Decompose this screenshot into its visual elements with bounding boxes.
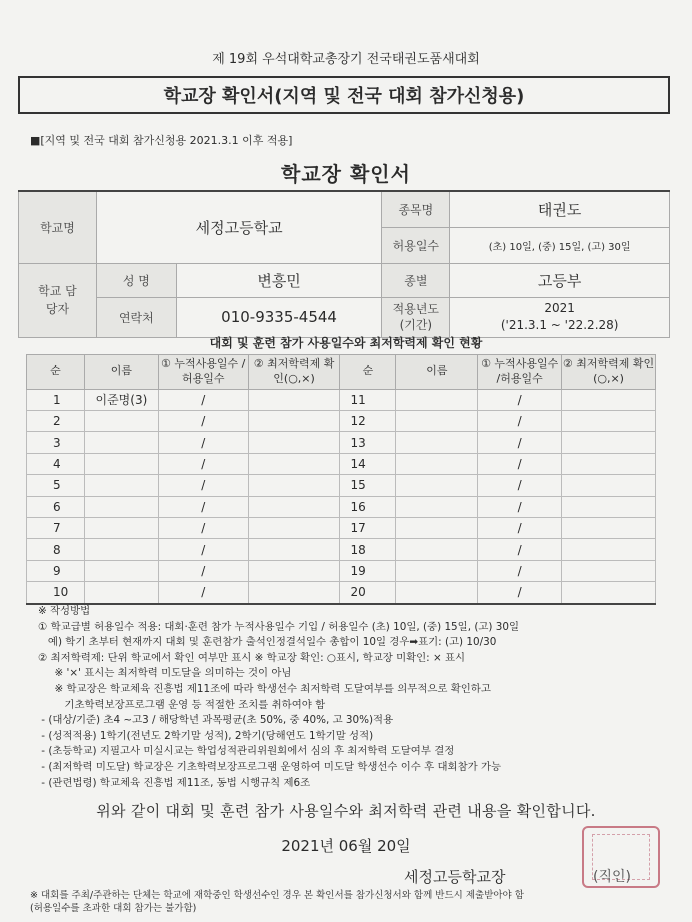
- school-info-table: [18, 190, 670, 338]
- name-cell: 이준명(3): [84, 389, 158, 410]
- academic-cell: [248, 475, 340, 496]
- division-value: 고등부: [450, 263, 670, 297]
- footnote-line-1: ※ 대회를 주최/주관하는 단체는 학교에 재학중인 학생선수인 경우 본 확인서를 참가신청서와 함께 반드시 제출받아야 함: [30, 890, 524, 901]
- name-cell: [396, 432, 478, 453]
- name-cell: [396, 496, 478, 517]
- academic-cell: [248, 582, 340, 604]
- academic-cell: [248, 539, 340, 560]
- year-cell: [450, 297, 670, 337]
- academic-cell: [562, 539, 656, 560]
- table-row: [27, 582, 656, 604]
- seq-cell: 19: [340, 560, 396, 581]
- table-row: [27, 389, 656, 410]
- name-cell: [396, 560, 478, 581]
- days-cell: /: [478, 411, 562, 432]
- phone-label: 연락처: [96, 297, 176, 337]
- footnote: [30, 889, 690, 915]
- records-body: [27, 389, 656, 603]
- year-label: 적용년도 (기간): [382, 297, 450, 337]
- table-row: [27, 432, 656, 453]
- seq-cell: 4: [27, 453, 85, 474]
- seq-cell: 18: [340, 539, 396, 560]
- allowed-days-label: 허용일수: [382, 227, 450, 263]
- academic-header: ② 최저학력제 확인(○,×): [562, 355, 656, 390]
- seq-cell: 12: [340, 411, 396, 432]
- sport-value: 태권도: [450, 191, 670, 227]
- seq-cell: 15: [340, 475, 396, 496]
- school-label: 학교명: [19, 191, 97, 263]
- name-cell: [396, 453, 478, 474]
- seq-cell: 14: [340, 453, 396, 474]
- table-row: [27, 496, 656, 517]
- instruction-line: ① 학교급별 허용일수 적용: 대회·훈련 참가 누적사용일수 기입 / 허용일수 (초) 10일, (중) 15일, (고) 30일: [38, 620, 520, 633]
- days-cell: /: [478, 389, 562, 410]
- seq-cell: 20: [340, 582, 396, 604]
- days-cell: /: [478, 539, 562, 560]
- issue-date: 2021년 06월 20일: [281, 837, 411, 855]
- days-cell: /: [158, 411, 248, 432]
- academic-cell: [562, 496, 656, 517]
- instruction-line: - (최저학력 미도달) 학교장은 기초학력보장프로그램 운영하여 미도달 학생선수 이수 후 대회참가 가능: [38, 760, 502, 773]
- name-cell: [396, 389, 478, 410]
- instruction-line: - (성적적용) 1학기(전년도 2학기말 성적), 2학기(당해연도 1학기말 성적): [38, 729, 374, 742]
- days-cell: /: [158, 518, 248, 539]
- instruction-line: ※ '×' 표시는 최저학력 미도달을 의미하는 것이 아님: [38, 667, 292, 680]
- seq-cell: 17: [340, 518, 396, 539]
- instruction-line: ※ 학교장은 학교체육 진흥법 제11조에 따라 학생선수 최저학력 도달여부를 의무적으로 확인하고: [38, 682, 491, 695]
- seq-header: 순: [27, 355, 85, 390]
- year-value: 2021: [544, 301, 575, 315]
- name-label: 성 명: [96, 263, 176, 297]
- instruction-line: - (대상/기준) 초4 ~고3 / 해당학년 과목평균(초 50%, 중 40%, 고 30%)적용: [38, 714, 394, 727]
- academic-cell: [562, 560, 656, 581]
- academic-cell: [248, 453, 340, 474]
- document-heading: 학교장 확인서: [281, 162, 411, 186]
- academic-cell: [248, 560, 340, 581]
- academic-cell: [562, 518, 656, 539]
- seq-cell: 7: [27, 518, 85, 539]
- academic-cell: [248, 432, 340, 453]
- table-row: [27, 539, 656, 560]
- academic-cell: [562, 411, 656, 432]
- name-cell: [396, 411, 478, 432]
- table-row: [27, 411, 656, 432]
- table-row: [27, 453, 656, 474]
- seq-cell: 11: [340, 389, 396, 410]
- days-cell: /: [158, 560, 248, 581]
- seq-cell: 2: [27, 411, 85, 432]
- days-cell: /: [478, 475, 562, 496]
- days-cell: /: [478, 582, 562, 604]
- days-cell: /: [158, 539, 248, 560]
- contact-person-label: 학교 담당자: [19, 263, 97, 337]
- name-cell: [84, 560, 158, 581]
- division-label: 종별: [382, 263, 450, 297]
- sport-label: 종목명: [382, 191, 450, 227]
- academic-cell: [248, 389, 340, 410]
- academic-header: ② 최저학력제 확인(○,×): [248, 355, 340, 390]
- days-cell: /: [478, 560, 562, 581]
- school-name: 세정고등학교: [96, 191, 381, 263]
- seq-cell: 5: [27, 475, 85, 496]
- instruction-line: ② 최저학력제: 단위 학교에서 확인 여부만 표시 ※ 학교장 확인: ○표시, 학교장 미확인: × 표시: [38, 651, 466, 664]
- name-cell: [84, 496, 158, 517]
- days-cell: /: [158, 496, 248, 517]
- table-row: [27, 560, 656, 581]
- days-cell: /: [478, 496, 562, 517]
- instructions: [38, 604, 668, 791]
- period-value: ('21.3.1 ~ '22.2.28): [500, 318, 619, 332]
- form-title: 학교장 확인서(지역 및 전국 대회 참가신청용): [18, 76, 670, 114]
- academic-cell: [562, 389, 656, 410]
- seq-cell: 10: [27, 582, 85, 604]
- name-cell: [84, 453, 158, 474]
- instruction-line: - (초등학교) 지필고사 미실시교는 학업성적관리위원회에서 심의 후 최저학력 도달여부 결정: [38, 745, 455, 758]
- phone-value: 010-9335-4544: [176, 297, 382, 337]
- event-title: 제 19회 우석대학교총장기 전국태권도품새대회: [212, 52, 480, 67]
- name-cell: [396, 539, 478, 560]
- records-table: [26, 354, 656, 605]
- days-cell: /: [158, 475, 248, 496]
- academic-cell: [562, 582, 656, 604]
- name-header: 이름: [84, 355, 158, 390]
- footnote-line-2: (허용일수를 초과한 대회 참가는 불가함): [30, 903, 197, 914]
- allowed-days-value: (초) 10일, (중) 15일, (고) 30일: [450, 227, 670, 263]
- seal-label: (직인): [593, 869, 631, 885]
- seq-cell: 6: [27, 496, 85, 517]
- records-section-title: 대회 및 훈련 참가 사용일수와 최저학력제 확인 현황: [209, 336, 483, 350]
- name-cell: [84, 475, 158, 496]
- applicability-note: ■[지역 및 전국 대회 참가신청용 2021.3.1 이후 적용]: [30, 134, 293, 147]
- seq-header: 순: [340, 355, 396, 390]
- days-cell: /: [158, 582, 248, 604]
- table-row: [27, 518, 656, 539]
- academic-cell: [248, 496, 340, 517]
- days-cell: /: [158, 432, 248, 453]
- name-cell: [396, 582, 478, 604]
- days-cell: /: [478, 453, 562, 474]
- academic-cell: [248, 411, 340, 432]
- name-cell: [396, 518, 478, 539]
- name-header: 이름: [396, 355, 478, 390]
- days-cell: /: [478, 432, 562, 453]
- seq-cell: 16: [340, 496, 396, 517]
- table-row: [27, 475, 656, 496]
- name-cell: [84, 582, 158, 604]
- instruction-line: - (관련법령) 학교체육 진흥법 제11조, 동법 시행규칙 제6조: [38, 776, 311, 789]
- name-cell: [84, 539, 158, 560]
- academic-cell: [248, 518, 340, 539]
- seq-cell: 1: [27, 389, 85, 410]
- seq-cell: 3: [27, 432, 85, 453]
- seq-cell: 9: [27, 560, 85, 581]
- days-cell: /: [158, 389, 248, 410]
- instruction-line: ※ 작성방법: [38, 605, 91, 617]
- name-cell: [84, 411, 158, 432]
- days-header: ① 누적사용일수 /허용일수: [158, 355, 248, 390]
- principal-name: 세정고등학교장: [404, 868, 506, 886]
- days-cell: /: [158, 453, 248, 474]
- academic-cell: [562, 432, 656, 453]
- seq-cell: 13: [340, 432, 396, 453]
- instruction-line: 기초학력보장프로그램 운영 등 적절한 조치를 취하여야 함: [38, 698, 326, 711]
- name-cell: [396, 475, 478, 496]
- name-cell: [84, 518, 158, 539]
- confirmation-statement: 위와 같이 대회 및 훈련 참가 사용일수와 최저학력 관련 내용을 확인합니다.: [96, 802, 596, 820]
- seq-cell: 8: [27, 539, 85, 560]
- instruction-line: 예) 학기 초부터 현재까지 대회 및 훈련참가 출석인정결석일수 총합이 10일 경우➡표기: (고) 10/30: [38, 636, 497, 649]
- academic-cell: [562, 453, 656, 474]
- days-header: ① 누적사용일수 /허용일수: [478, 355, 562, 390]
- name-value: 변흥민: [176, 263, 382, 297]
- days-cell: /: [478, 518, 562, 539]
- academic-cell: [562, 475, 656, 496]
- name-cell: [84, 432, 158, 453]
